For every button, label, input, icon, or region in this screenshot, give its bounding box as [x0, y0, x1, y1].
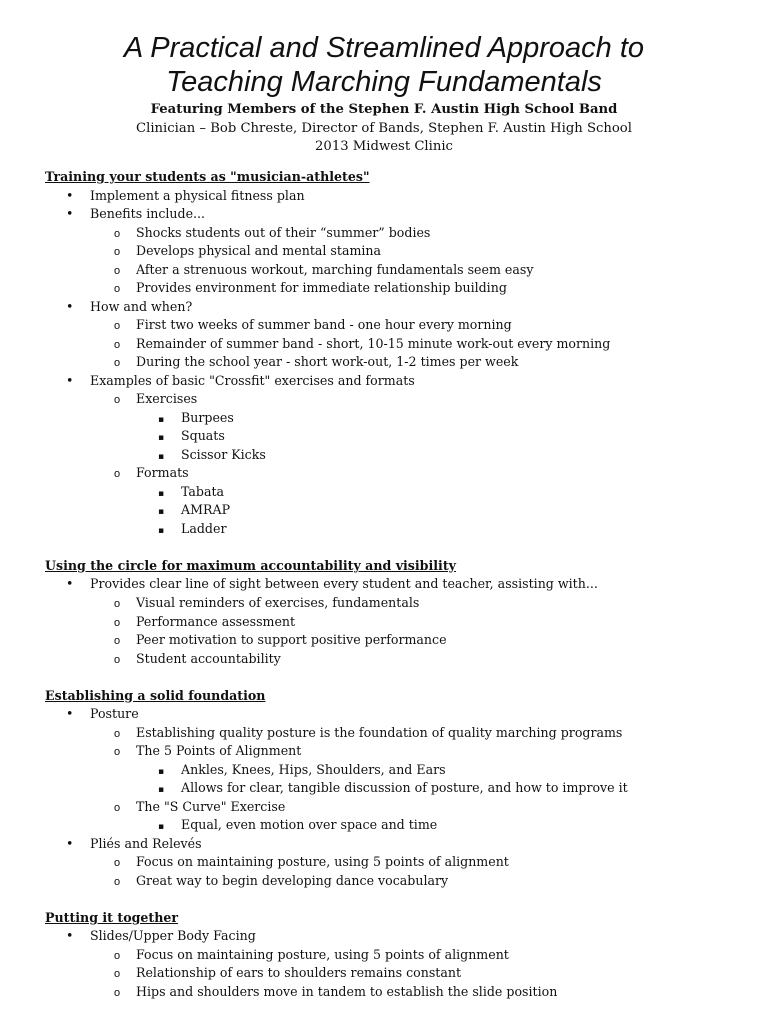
bullet-marker: ▪	[158, 433, 165, 444]
list-item-text: First two weeks of summer band - one hour every morning	[136, 317, 512, 333]
list-item-text: Formats	[136, 465, 189, 481]
list-item-text: Remainder of summer band - short, 10-15 minute work-out every morning	[136, 335, 611, 351]
list-item-level-2	[114, 224, 430, 243]
list-item-text: Develops physical and mental stamina	[136, 243, 382, 259]
list-item-text: Squats	[181, 428, 225, 444]
bullet-marker: o	[114, 746, 121, 759]
list-item-level-2	[114, 853, 509, 872]
list-item-level-2	[114, 983, 557, 1002]
list-item-level-2	[114, 464, 189, 483]
list-item-text: Visual reminders of exercises, fundamentals	[136, 595, 420, 610]
section-heading: Putting it together	[45, 909, 179, 925]
list-item-text: Examples of basic "Crossfit" exercises and formats	[90, 372, 415, 388]
bullet-marker: •	[66, 187, 74, 203]
list-item-level-2	[114, 613, 295, 632]
list-item-text: During the school year - short work-out, 1-2 times per week	[136, 354, 519, 370]
list-item-text: Ankles, Knees, Hips, Shoulders, and Ears	[181, 761, 446, 777]
list-item-level-2	[114, 594, 419, 613]
list-item-level-2	[114, 798, 285, 817]
list-item-level-2	[114, 390, 197, 409]
list-item-level-1	[66, 372, 415, 391]
list-item-level-2	[114, 261, 533, 280]
event-line: 2013 Midwest Clinic	[315, 139, 453, 154]
list-item-level-3	[158, 427, 225, 446]
list-item-text: Performance assessment	[136, 613, 296, 629]
list-item-level-3	[158, 816, 437, 835]
section-heading: Establishing a solid foundation	[45, 687, 266, 703]
bullet-marker: •	[66, 706, 74, 722]
bullet-marker: o	[114, 598, 121, 610]
list-item-level-3	[158, 409, 234, 428]
bullet-marker: ▪	[158, 785, 165, 796]
bullet-marker: o	[114, 616, 121, 629]
bullet-marker: ▪	[158, 414, 165, 425]
list-item-level-3	[158, 779, 628, 798]
list-item-level-1	[66, 927, 256, 946]
bullet-marker: ▪	[158, 488, 165, 499]
list-item-text: How and when?	[90, 298, 193, 314]
list-item-text: Shocks students out of their “summer” bodies	[136, 224, 431, 240]
bullet-marker: •	[66, 576, 74, 592]
list-item-level-3	[158, 761, 446, 780]
list-item-text: Relationship of ears to shoulders remains constant	[136, 965, 462, 981]
list-item-text: Implement a physical fitness plan	[90, 187, 305, 203]
list-item-level-1	[66, 575, 598, 594]
bullet-marker: o	[114, 338, 121, 351]
list-item-text: AMRAP	[181, 502, 231, 518]
bullet-marker: o	[114, 264, 121, 277]
list-item-level-1	[66, 298, 192, 317]
bullet-marker: o	[114, 635, 121, 647]
bullet-marker: •	[66, 835, 74, 851]
section-heading: Using the circle for maximum accountability and visibility	[45, 557, 456, 573]
list-item-level-2	[114, 353, 518, 372]
bullet-marker: o	[114, 227, 121, 240]
list-item-text: Establishing quality posture is the foundation of quality marching programs	[136, 724, 623, 740]
document-title-line-1: A Practical and Streamlined Approach to	[123, 32, 645, 64]
list-item-text: Student accountability	[136, 650, 281, 666]
list-item-level-2	[114, 964, 461, 983]
list-item-text: Hips and shoulders move in tandem to establish the slide position	[136, 983, 558, 999]
bullet-marker: o	[114, 394, 121, 407]
list-item-level-2	[114, 316, 512, 335]
bullet-marker: o	[114, 986, 121, 999]
list-item-text: Pliés and Relevés	[90, 835, 202, 851]
list-item-text: The 5 Points of Alignment	[136, 743, 302, 759]
list-item-level-1	[66, 705, 139, 724]
list-item-text: Slides/Upper Body Facing	[90, 928, 256, 944]
list-item-text: Allows for clear, tangible discussion of posture, and how to improve it	[181, 780, 628, 796]
list-item-text: After a strenuous workout, marching fundamentals seem easy	[136, 261, 534, 277]
bullet-marker: •	[66, 206, 74, 221]
bullet-marker: ▪	[158, 766, 165, 777]
list-item-text: Equal, even motion over space and time	[181, 817, 438, 833]
bullet-marker: ▪	[158, 822, 165, 833]
list-item-level-3	[158, 501, 230, 520]
list-item-level-2	[114, 335, 610, 354]
list-item-text: Great way to begin developing dance vocabulary	[136, 872, 449, 888]
list-item-text: Posture	[90, 706, 139, 722]
list-item-text: Provides environment for immediate relationship building	[136, 280, 507, 296]
list-item-level-2	[114, 650, 281, 669]
document-title-line-2: Teaching Marching Fundamentals	[166, 66, 602, 98]
list-item-level-2	[114, 631, 447, 650]
list-item-level-2	[114, 742, 301, 761]
bullet-marker: o	[114, 801, 121, 814]
bullet-marker: o	[114, 653, 121, 666]
list-item-text: Exercises	[136, 391, 198, 407]
list-item-text: Burpees	[181, 409, 234, 425]
list-item-level-1	[66, 205, 205, 224]
bullet-marker: o	[114, 968, 121, 981]
clinician-line: Clinician – Bob Chreste, Director of Bands, Stephen F. Austin High School	[136, 121, 632, 136]
list-item-level-2	[114, 872, 448, 891]
list-item-text: Scissor Kicks	[181, 446, 266, 462]
list-item-level-3	[158, 520, 226, 539]
bullet-marker: •	[66, 928, 74, 944]
list-item-level-1	[66, 835, 202, 854]
bullet-marker: o	[114, 875, 121, 888]
bullet-marker: •	[66, 372, 74, 388]
featuring-line: Featuring Members of the Stephen F. Austin High School Band	[150, 102, 618, 117]
bullet-marker: ▪	[158, 507, 165, 518]
bullet-marker: ▪	[158, 451, 165, 462]
section-heading: Training your students as "musician-athletes"	[45, 169, 370, 184]
bullet-marker: o	[114, 357, 121, 370]
list-item-text: Benefits include...	[90, 206, 206, 221]
bullet-marker: o	[114, 320, 121, 333]
bullet-marker: o	[114, 283, 121, 296]
bullet-marker: o	[114, 727, 121, 740]
list-item-level-2	[114, 279, 507, 298]
list-item-level-3	[158, 446, 266, 465]
list-item-text: Focus on maintaining posture, using 5 points of alignment	[136, 946, 509, 962]
list-item-text: Peer motivation to support positive performance	[136, 632, 447, 647]
bullet-marker: ▪	[158, 525, 165, 536]
list-item-level-1	[66, 187, 305, 206]
bullet-marker: o	[114, 949, 121, 962]
list-item-text: Provides clear line of sight between every student and teacher, assisting with...	[90, 576, 598, 592]
bullet-marker: o	[114, 857, 121, 870]
bullet-marker: o	[114, 468, 121, 481]
list-item-text: Tabata	[181, 483, 225, 499]
list-item-text: Ladder	[181, 520, 227, 536]
list-item-level-2	[114, 724, 622, 743]
list-item-level-2	[114, 946, 509, 965]
list-item-text: The "S Curve" Exercise	[136, 798, 286, 814]
list-item-level-2	[114, 242, 381, 261]
list-item-text: Focus on maintaining posture, using 5 points of alignment	[136, 854, 509, 870]
bullet-marker: o	[114, 246, 121, 259]
list-item-level-3	[158, 483, 224, 502]
bullet-marker: •	[66, 298, 74, 314]
